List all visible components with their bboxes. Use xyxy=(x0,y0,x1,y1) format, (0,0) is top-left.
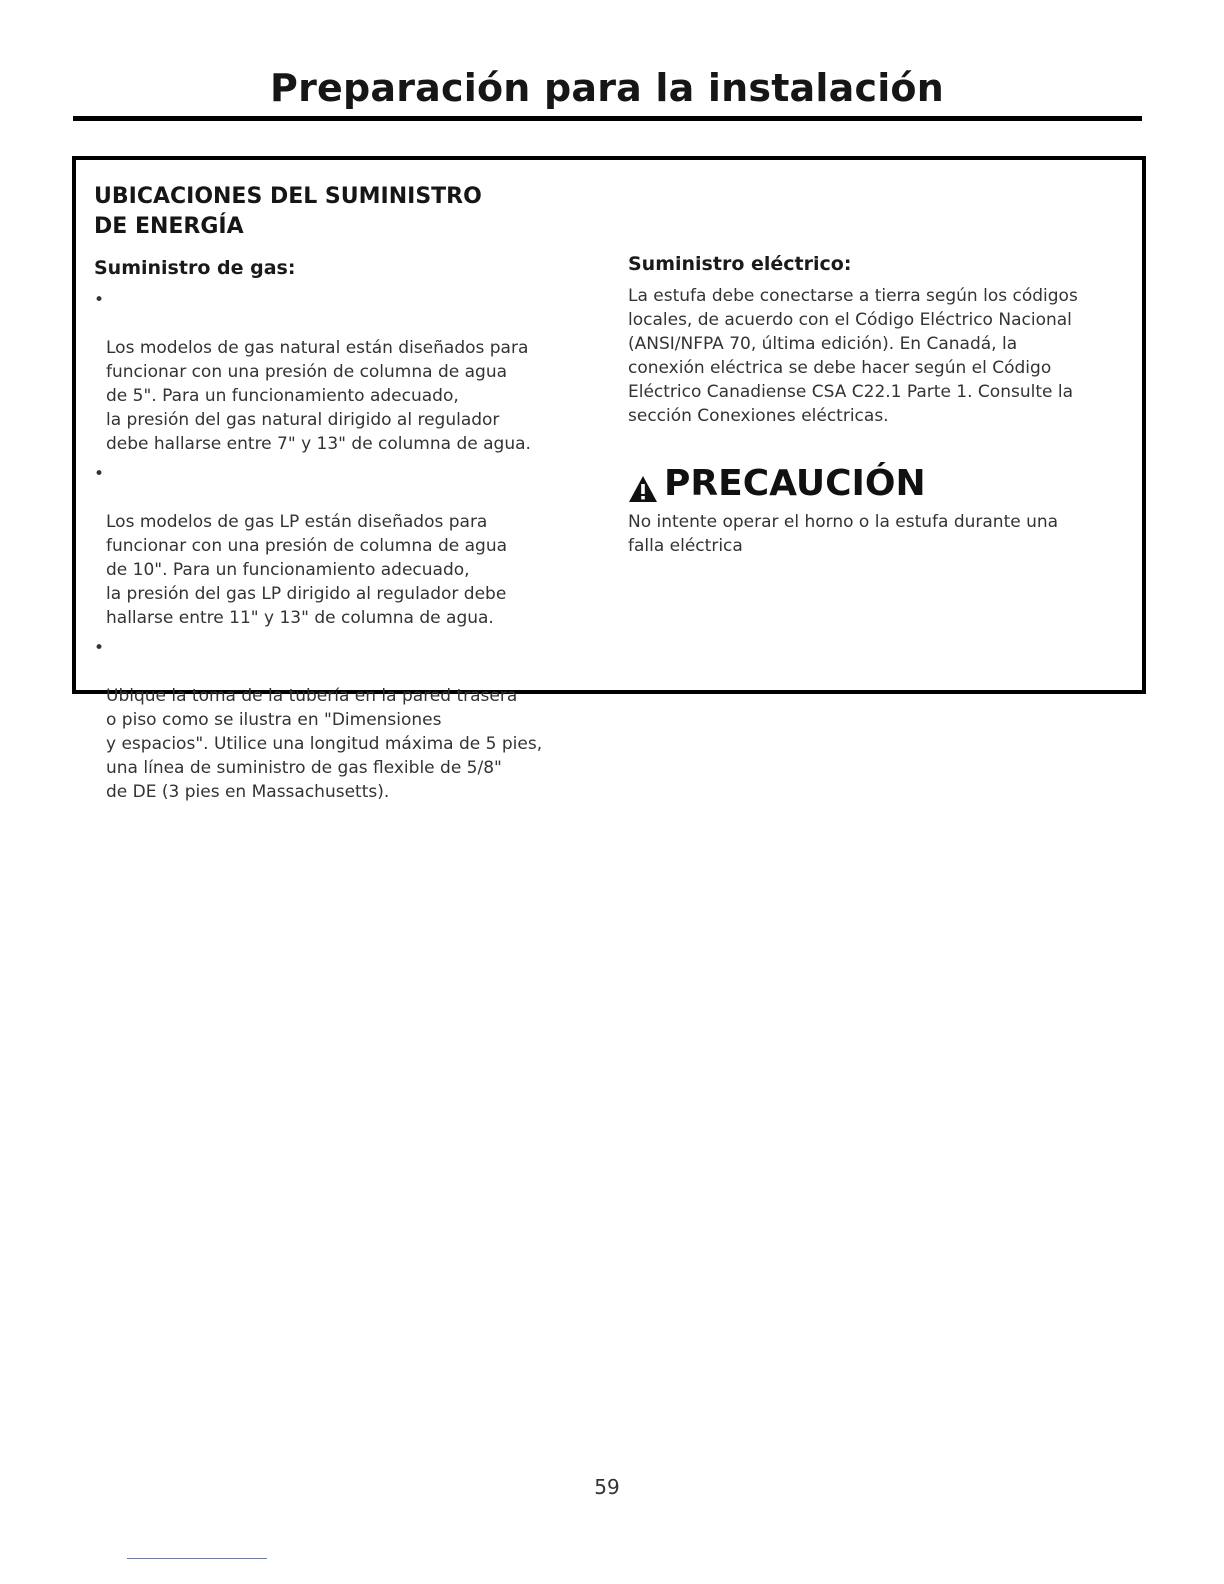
footer-rule xyxy=(127,1558,267,1559)
title-rule xyxy=(73,116,1142,121)
bullet-icon: • xyxy=(94,290,105,310)
gas-supply-column xyxy=(94,254,594,810)
bullet-icon: • xyxy=(94,464,105,484)
gas-supply-heading: Suministro de gas: xyxy=(94,257,296,279)
warning-triangle-icon xyxy=(628,470,658,498)
bullet-text: Los modelos de gas LP están diseñados para funcionar con una presión de columna de agua de 10". Para un funcionamiento adecuado, la presión del gas LP dirigido al regulador debe hallarse entre 11" y 13" de columna de agua. xyxy=(106,512,508,628)
section-heading: UBICACIONES DEL SUMINISTRO DE ENERGÍA xyxy=(94,184,482,239)
list-item xyxy=(94,636,594,804)
caution-title: PRECAUCIÓN xyxy=(664,463,926,504)
list-item xyxy=(94,462,594,630)
caution-heading xyxy=(628,462,1128,506)
page-number: 59 xyxy=(594,1475,620,1499)
electric-supply-column xyxy=(628,250,1128,558)
bullet-icon: • xyxy=(94,638,105,658)
bullet-text: Los modelos de gas natural están diseñados para funcionar con una presión de columna de agua de 5". Para un funcionamiento adecuado, la presión del gas natural dirigido al regulador debe hallarse entre 7" y 13" de columna de agua. xyxy=(106,338,531,454)
gas-supply-list xyxy=(94,288,594,804)
electric-supply-text: La estufa debe conectarse a tierra según los códigos locales, de acuerdo con el Código Eléctrico Nacional (ANSI/NFPA 70, última edición). En Canadá, la conexión eléctrica se debe hacer según el Código Eléctrico Canadiense CSA C22.1 Parte 1. Consulte la sección Conexiones eléctricas. xyxy=(628,286,1078,426)
caution-text: No intente operar el horno o la estufa durante una falla eléctrica xyxy=(628,512,1059,556)
power-supply-section xyxy=(72,156,1146,802)
bullet-text: Ubique la toma de la tubería en la pared trasera o piso como se ilustra en "Dimensiones y espacios". Utilice una longitud máxima de 5 pies, una línea de suministro de gas flexible de 5/8" de DE (3 pies en Massachusetts). xyxy=(106,686,543,802)
page-title: Preparación para la instalación xyxy=(270,66,944,110)
list-item xyxy=(94,288,594,456)
electric-supply-heading: Suministro eléctrico: xyxy=(628,253,852,275)
